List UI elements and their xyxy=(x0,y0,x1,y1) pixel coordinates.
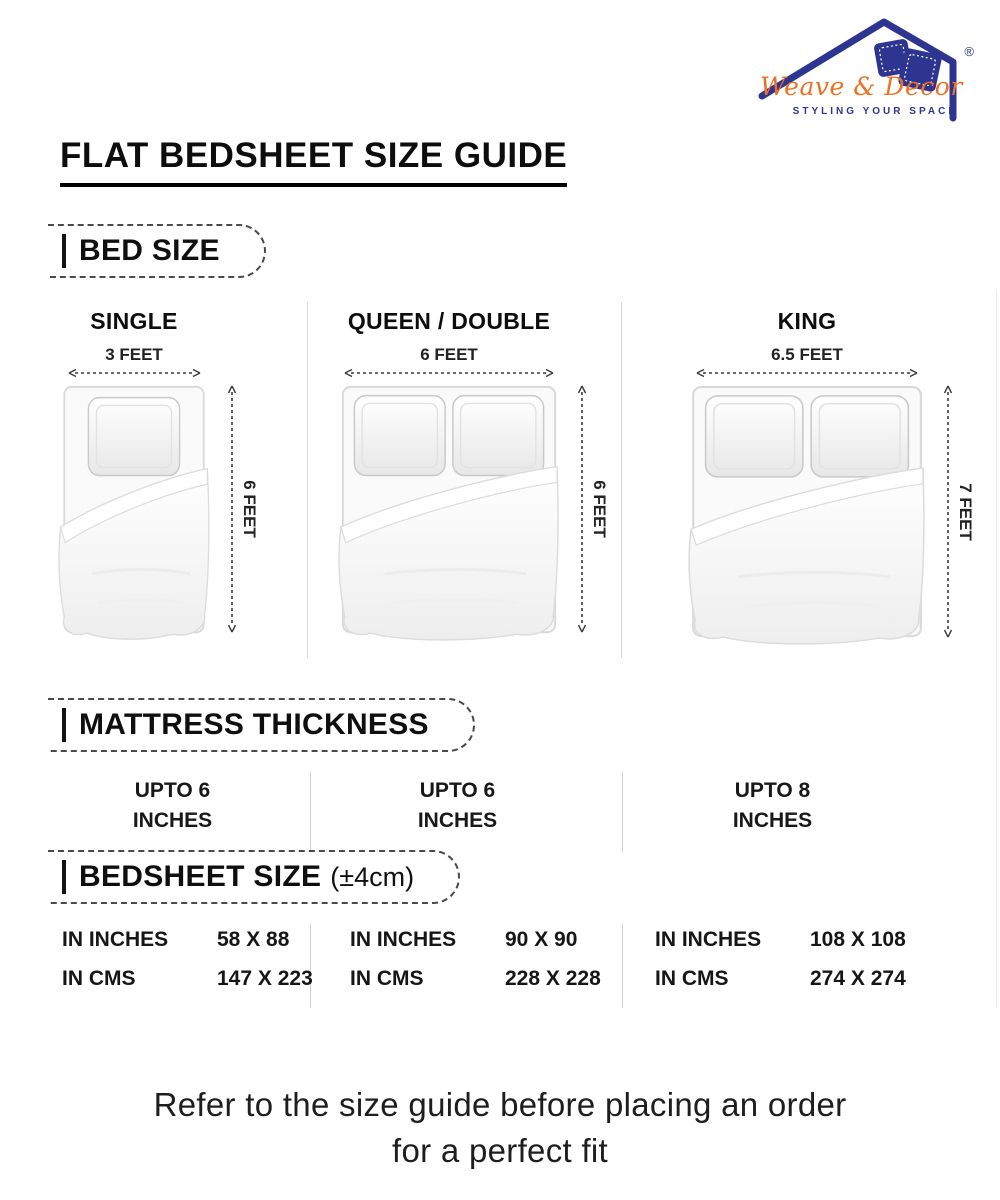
bed-length-label: 6 FEET xyxy=(590,480,609,538)
thickness-value: UPTO 8 INCHES xyxy=(732,779,813,833)
page-title: FLAT BEDSHEET SIZE GUIDE xyxy=(60,136,567,187)
size-column-queen xyxy=(315,928,625,991)
bedsheet-size-heading xyxy=(48,850,460,904)
bed-name: SINGLE xyxy=(90,308,178,334)
bed-width-label: 6 FEET xyxy=(420,345,478,364)
bed-column-king xyxy=(688,308,978,645)
heading-accent-bar xyxy=(62,860,66,894)
size-column-king xyxy=(625,928,1000,991)
brand-name: Weave & Decor xyxy=(760,72,963,101)
length-measure xyxy=(576,384,612,634)
mattress-thickness-heading xyxy=(48,698,475,752)
thickness-value: UPTO 6 INCHES xyxy=(132,779,213,833)
length-arrow xyxy=(942,384,954,639)
bed-length-label: 6 FEET xyxy=(240,480,259,538)
length-measure xyxy=(226,384,262,634)
bedsheet-size-heading-text: BEDSHEET SIZE xyxy=(79,860,322,893)
width-arrow xyxy=(695,367,919,379)
bed-column-queen xyxy=(338,308,612,645)
registered-mark-icon: ® xyxy=(964,44,974,59)
length-measure xyxy=(942,384,978,639)
bed-size-row xyxy=(58,308,978,645)
heading-accent-bar xyxy=(62,234,66,268)
table-row: IN CMS 228 X 228 xyxy=(350,967,601,990)
table-row: IN CMS 274 X 274 xyxy=(655,967,906,990)
bed-width-label: 6.5 FEET xyxy=(771,345,843,364)
table-row: IN CMS 147 X 223 xyxy=(62,967,313,990)
brand-logo xyxy=(756,12,974,130)
page-edge-line xyxy=(996,290,997,1008)
bedsheet-size-table xyxy=(0,928,1000,991)
table-row: IN INCHES 58 X 88 xyxy=(62,928,290,951)
bed-name: QUEEN / DOUBLE xyxy=(347,308,551,334)
table-row: IN INCHES 90 X 90 xyxy=(350,928,578,951)
king-bed-illustration xyxy=(688,383,926,645)
width-arrow xyxy=(67,367,202,379)
length-arrow xyxy=(576,384,588,634)
footer-note: Refer to the size guide before placing an order for a perfect fit xyxy=(153,1086,847,1170)
bed-size-heading-text: BED SIZE xyxy=(79,234,220,267)
brand-tagline: STYLING YOUR SPACE xyxy=(792,106,958,117)
thickness-value: UPTO 6 INCHES xyxy=(417,779,498,833)
width-arrow xyxy=(343,367,555,379)
size-column-single xyxy=(0,928,315,991)
single-bed-illustration xyxy=(58,383,210,641)
length-arrow xyxy=(226,384,238,634)
bed-name: KING xyxy=(777,308,837,334)
bed-size-heading xyxy=(48,224,266,278)
mattress-thickness-row xyxy=(0,776,1000,837)
bed-width-label: 3 FEET xyxy=(105,345,163,364)
table-row: IN INCHES 108 X 108 xyxy=(655,928,906,951)
mattress-thickness-heading-text: MATTRESS THICKNESS xyxy=(79,708,429,741)
double-bed-illustration xyxy=(338,383,560,641)
heading-accent-bar xyxy=(62,708,66,742)
tolerance-note: (±4cm) xyxy=(330,861,415,892)
bed-length-label: 7 FEET xyxy=(956,482,975,541)
bed-column-single xyxy=(58,308,262,645)
